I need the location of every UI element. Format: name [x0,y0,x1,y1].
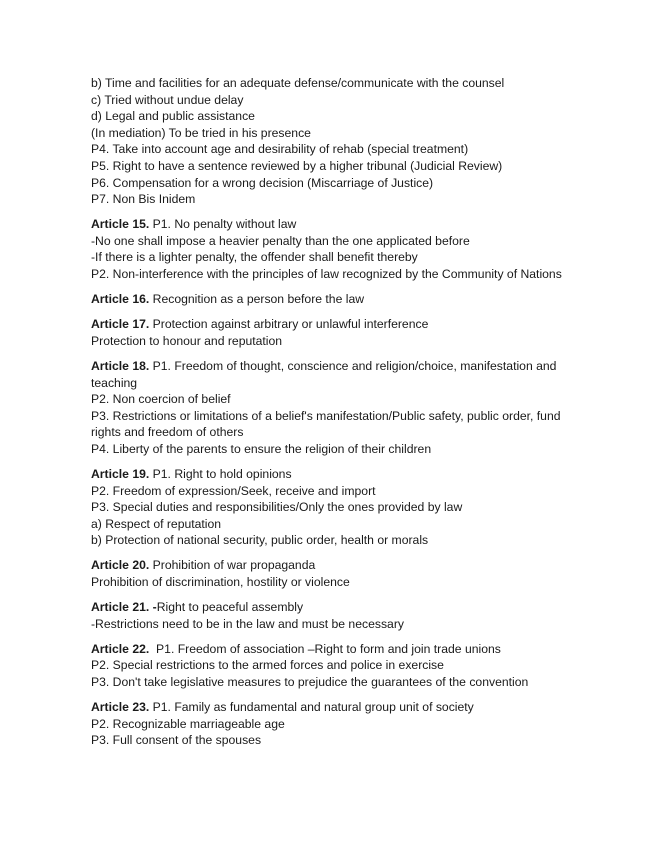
text-line: P2. Non-interference with the principles of law recognized by the Community of Nations [91,267,562,282]
article-line [91,291,571,308]
article-line [91,699,571,716]
article-heading: Article 16. [91,292,150,307]
article-line [91,557,571,574]
article-21 [91,599,571,632]
article-text: Right to peaceful assembly [156,600,304,615]
text-line: P3. Restrictions or limitations of a belief's manifestation/Public safety, public order, fund rights and freedom of others [91,408,561,440]
article-line [91,316,571,333]
article-15 [91,216,571,282]
text-line: P2. Non coercion of belief [91,392,231,407]
article-line [91,216,571,233]
text-line: P2. Recognizable marriageable age [91,716,285,731]
article-text: Protection against arbitrary or unlawful interference [149,317,429,332]
article-17 [91,316,571,349]
text-line: a) Respect of reputation [91,516,222,531]
document-page [91,75,571,749]
article-text: Recognition as a person before the law [149,292,365,307]
article-line [91,466,571,483]
text-line: P3. Don't take legislative measures to prejudice the guarantees of the convention [91,675,529,689]
article-22 [91,641,571,691]
article-heading: Article 15. [91,217,150,232]
article-text: P1. Freedom of association –Right to form and join trade unions [149,641,501,656]
article-text: P1. Freedom of thought, conscience and religion/choice, manifestation and teaching [91,358,557,390]
article-line [91,641,571,658]
article-20 [91,557,571,590]
text-line: -Restrictions need to be in the law and must be necessary [91,616,404,631]
text-line: P7. Non Bis Inidem [91,192,196,207]
article-18 [91,358,571,458]
text-line: P3. Full consent of the spouses [91,733,262,748]
article-19 [91,466,571,549]
article-23 [91,699,571,749]
article-heading: Article 23. [91,700,150,715]
article-heading: Article 20. [91,558,150,573]
article-line [91,358,571,391]
article-heading: Article 22. [91,641,150,656]
text-line: P6. Compensation for a wrong decision (Miscarriage of Justice) [91,175,434,190]
text-line: (In mediation) To be tried in his presence [91,125,311,140]
text-line: -If there is a lighter penalty, the offender shall benefit thereby [91,250,418,265]
text-line: b) Time and facilities for an adequate defense/communicate with the counsel [91,76,505,90]
text-line: b) Protection of national security, public order, health or morals [91,533,429,548]
article-heading: Article 21. - [91,600,157,615]
article-line [91,599,571,616]
text-line: P3. Special duties and responsibilities/Only the ones provided by law [91,500,463,515]
article-heading: Article 17. [91,317,150,332]
text-line: Prohibition of discrimination, hostility or violence [91,575,350,590]
article-heading: Article 18. [91,358,150,373]
article-heading: Article 19. [91,466,150,481]
article-text: P1. Family as fundamental and natural group unit of society [149,700,474,715]
text-line: P4. Take into account age and desirability of rehab (special treatment) [91,142,469,157]
article-16 [91,291,571,308]
text-line: c) Tried without undue delay [91,92,244,107]
text-line: P2. Freedom of expression/Seek, receive and import [91,483,376,498]
text-line: P2. Special restrictions to the armed forces and police in exercise [91,658,444,673]
text-line: d) Legal and public assistance [91,109,255,124]
text-line: P4. Liberty of the parents to ensure the religion of their children [91,441,432,456]
text-line: Protection to honour and reputation [91,333,283,348]
article-text: Prohibition of war propaganda [149,558,316,573]
article-text: P1. Right to hold opinions [149,466,292,481]
text-line: P5. Right to have a sentence reviewed by a higher tribunal (Judicial Review) [91,158,503,173]
text-line: -No one shall impose a heavier penalty than the one applicated before [91,233,470,248]
intro-block [91,75,571,208]
article-text: P1. No penalty without law [149,217,297,232]
